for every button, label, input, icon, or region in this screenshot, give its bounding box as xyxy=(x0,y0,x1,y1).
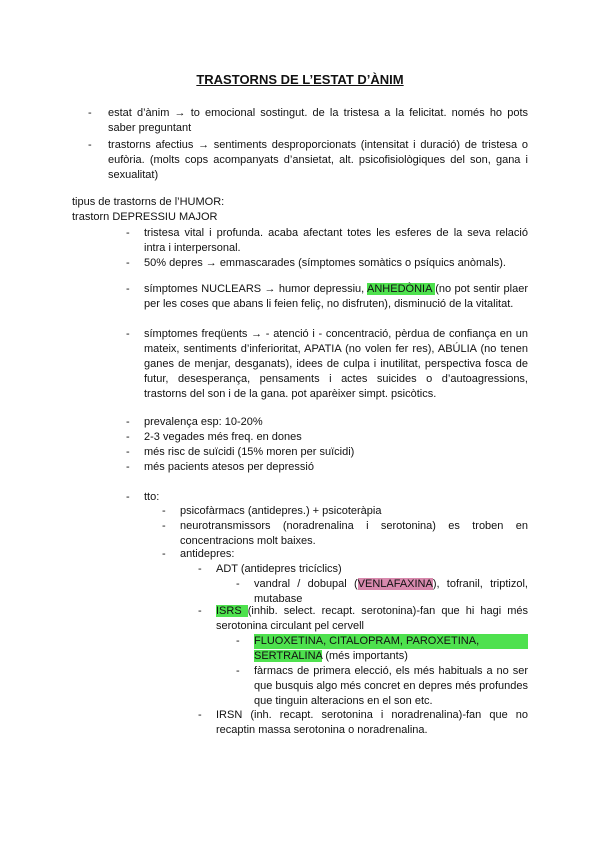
bullet-dash: - xyxy=(236,665,240,677)
intro-text: trastorns afectius → sentiments desproporcionats (intensitat i duració) de tristesa o eufòria. (molts cops acompanyats d’ansietat, alt. psicofisiològiques del son, gana i sexualitat) xyxy=(108,139,528,181)
bullet-dash: - xyxy=(126,431,130,443)
isrs-drugs-line1-text: FLUOXETINA, CITALOPRAM, PAROXETINA, xyxy=(254,635,480,647)
venlafaxina-highlight: VENLAFAXINA xyxy=(357,578,433,590)
bullet-dash: - xyxy=(126,328,130,340)
major-item-sadness xyxy=(126,226,528,256)
bullet-dash: - xyxy=(88,107,92,119)
anhedonia-highlight: ANHEDÒNIA xyxy=(367,283,436,295)
adt-drugs-text: vandral / dobupal ( xyxy=(254,578,358,590)
tto-label: tto: xyxy=(144,491,160,503)
nuclear-text-rest: (no pot sentir plaer per les coses que abans li feien feliç, no disfruten), disminució de la vitalitat. xyxy=(144,283,528,310)
adt-item xyxy=(198,562,528,577)
irsn-text: IRSN (inh. recapt. serotonina i noradrenalina)-fan que no recaptin massa serotonina o noradrenalina. xyxy=(216,709,528,736)
isrs-highlight: ISRS xyxy=(216,605,248,617)
isrs-drugs-line1 xyxy=(254,634,528,649)
intro-text: estat d’ànim → to emocional sostingut. de la tristesa a la felicitat. només ho pots saber preguntant xyxy=(108,107,528,134)
irsn-item xyxy=(198,708,528,738)
tto-text: psicofàrmacs (antidepres.) + psicoteràpia xyxy=(180,505,382,517)
bullet-dash: - xyxy=(236,635,240,647)
stat-patients xyxy=(126,460,528,475)
page-title: TRASTORNS DE L’ESTAT D’ÀNIM xyxy=(196,72,404,87)
stat-suicide xyxy=(126,445,528,460)
tto-psychodrugs xyxy=(162,504,528,519)
stat-prevalence xyxy=(126,415,528,430)
bullet-dash: - xyxy=(126,491,130,503)
bullet-dash: - xyxy=(126,461,130,473)
bullet-dash: - xyxy=(126,227,130,239)
stat-text: més pacients atesos per depressió xyxy=(144,461,314,473)
major-text: tristesa vital i profunda. acaba afectant totes les esferes de la seva relació intra i interpersonal. xyxy=(144,227,528,254)
intro-item-affective xyxy=(88,138,528,183)
intro-item-mood xyxy=(88,106,528,136)
bullet-dash: - xyxy=(198,563,202,575)
stat-text: més risc de suïcidi (15% moren per suïcidi) xyxy=(144,446,355,458)
tto-text: neurotransmissors (noradrenalina i serotonina) es troben en concentracions molt baixes. xyxy=(180,520,528,547)
stat-women xyxy=(126,430,528,445)
bullet-dash: - xyxy=(126,283,130,295)
humor-heading: tipus de trastorns de l’HUMOR: xyxy=(72,196,225,208)
frequent-text: símptomes freqüents → - atenció i - concentració, pèrdua de confiança en un mateix, sentiments d’inferioritat, APATIA (no volen fer res), ABÚLIA (no tenen ganes de menjar, desganats), idees de culpa i inutilitat, perspectiva fosca de futur, desesperança, pensaments i actes suicides o d’autoagressions, trastorns del son i de la gana. pot aparèixer simpt. psicòtics. xyxy=(144,328,528,400)
tto-text: antidepres: xyxy=(180,548,235,560)
adt-label: ADT (antidepres tricíclics) xyxy=(216,563,342,575)
bullet-dash: - xyxy=(126,416,130,428)
tto-item xyxy=(126,490,528,505)
bullet-dash: - xyxy=(198,605,202,617)
bullet-dash: - xyxy=(162,548,166,560)
bullet-dash: - xyxy=(198,709,202,721)
nuclear-symptoms xyxy=(126,282,528,312)
major-text: 50% depres → emmascarades (símptomes somàtics o psíquics anòmals). xyxy=(144,257,506,269)
isrs-first-choice xyxy=(236,664,528,709)
stat-text: 2-3 vegades més freq. en dones xyxy=(144,431,302,443)
bullet-dash: - xyxy=(88,139,92,151)
first-choice-text: fàrmacs de primera elecció, els més habituals a no ser que busquis algo més concret en depres més profundes que tinguin alteracions en el son etc. xyxy=(254,665,528,707)
isrs-drugs xyxy=(236,634,528,664)
bullet-dash: - xyxy=(162,520,166,532)
isrs-text: (inhib. select. recapt. serotonina)-fan que hi hagi més serotonina circulant pel cervell xyxy=(216,605,528,632)
bullet-dash: - xyxy=(162,505,166,517)
nuclear-text: símptomes NUCLEARS → humor depressiu, xyxy=(144,283,368,295)
frequent-symptoms xyxy=(126,327,528,402)
tto-neurotransmitters xyxy=(162,519,528,549)
isrs-drugs-note: (més importants) xyxy=(322,650,408,662)
tto-antidepres xyxy=(162,547,528,562)
isrs-item xyxy=(198,604,528,634)
adt-drugs-rest: ), tofranil, triptizol, mutabase xyxy=(254,578,528,605)
sertralina-highlight: SERTRALINA xyxy=(254,650,323,662)
major-heading: trastorn DEPRESSIU MAJOR xyxy=(72,211,218,223)
major-item-masked xyxy=(126,256,528,271)
stat-text: prevalença esp: 10-20% xyxy=(144,416,263,428)
bullet-dash: - xyxy=(126,446,130,458)
bullet-dash: - xyxy=(126,257,130,269)
bullet-dash: - xyxy=(236,578,240,590)
adt-drugs xyxy=(236,577,528,607)
